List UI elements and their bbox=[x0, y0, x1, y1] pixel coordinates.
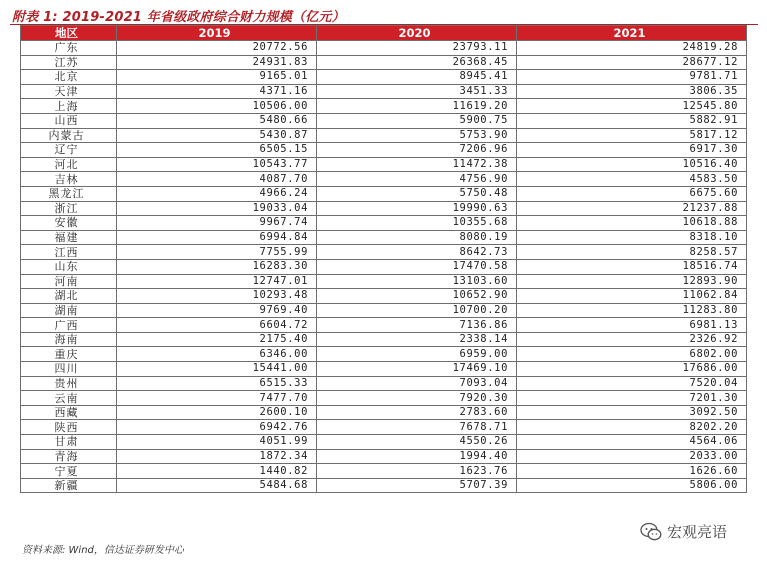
value-cell-2021: 8318.10 bbox=[517, 230, 747, 245]
value-cell-2021: 3092.50 bbox=[517, 405, 747, 420]
table-row bbox=[21, 143, 747, 158]
value-cell-2020: 17470.58 bbox=[317, 259, 517, 274]
value-cell-2021: 2033.00 bbox=[517, 449, 747, 464]
value-cell-2020: 10355.68 bbox=[317, 216, 517, 231]
value-cell-2021: 6675.60 bbox=[517, 186, 747, 201]
value-cell-2020: 1623.76 bbox=[317, 464, 517, 479]
value-cell-2019: 4966.24 bbox=[117, 186, 317, 201]
table-row bbox=[21, 362, 747, 377]
region-cell: 辽宁 bbox=[21, 143, 117, 158]
source-note: 资料来源: Wind，信达证券研发中心 bbox=[22, 545, 184, 556]
region-cell: 宁夏 bbox=[21, 464, 117, 479]
value-cell-2021: 11283.80 bbox=[517, 303, 747, 318]
value-cell-2021: 7201.30 bbox=[517, 391, 747, 406]
table-row bbox=[21, 55, 747, 70]
value-cell-2019: 6604.72 bbox=[117, 318, 317, 333]
value-cell-2020: 5900.75 bbox=[317, 113, 517, 128]
region-cell: 云南 bbox=[21, 391, 117, 406]
table-row bbox=[21, 303, 747, 318]
value-cell-2019: 2175.40 bbox=[117, 332, 317, 347]
table-row bbox=[21, 230, 747, 245]
value-cell-2020: 10700.20 bbox=[317, 303, 517, 318]
table-row bbox=[21, 376, 747, 391]
region-cell: 广西 bbox=[21, 318, 117, 333]
value-cell-2020: 4756.90 bbox=[317, 172, 517, 187]
value-cell-2020: 19990.63 bbox=[317, 201, 517, 216]
table-row bbox=[21, 449, 747, 464]
value-cell-2020: 3451.33 bbox=[317, 84, 517, 99]
table-row bbox=[21, 259, 747, 274]
value-cell-2019: 5484.68 bbox=[117, 478, 317, 493]
value-cell-2021: 28677.12 bbox=[517, 55, 747, 70]
table-row bbox=[21, 347, 747, 362]
value-cell-2021: 6981.13 bbox=[517, 318, 747, 333]
value-cell-2019: 1440.82 bbox=[117, 464, 317, 479]
value-cell-2019: 4371.16 bbox=[117, 84, 317, 99]
value-cell-2019: 9165.01 bbox=[117, 70, 317, 85]
wechat-icon bbox=[640, 522, 662, 542]
value-cell-2020: 23793.11 bbox=[317, 41, 517, 56]
table-row bbox=[21, 113, 747, 128]
region-cell: 河北 bbox=[21, 157, 117, 172]
table-row bbox=[21, 391, 747, 406]
value-cell-2019: 6346.00 bbox=[117, 347, 317, 362]
value-cell-2020: 26368.45 bbox=[317, 55, 517, 70]
value-cell-2019: 20772.56 bbox=[117, 41, 317, 56]
region-cell: 天津 bbox=[21, 84, 117, 99]
value-cell-2020: 2783.60 bbox=[317, 405, 517, 420]
table-row bbox=[21, 405, 747, 420]
value-cell-2021: 3806.35 bbox=[517, 84, 747, 99]
value-cell-2020: 8642.73 bbox=[317, 245, 517, 260]
value-cell-2021: 2326.92 bbox=[517, 332, 747, 347]
value-cell-2021: 6802.00 bbox=[517, 347, 747, 362]
table-header-row bbox=[21, 26, 747, 41]
value-cell-2020: 7136.86 bbox=[317, 318, 517, 333]
value-cell-2020: 1994.40 bbox=[317, 449, 517, 464]
region-cell: 新疆 bbox=[21, 478, 117, 493]
watermark bbox=[640, 521, 727, 542]
region-cell: 内蒙古 bbox=[21, 128, 117, 143]
value-cell-2020: 11619.20 bbox=[317, 99, 517, 114]
table-row bbox=[21, 274, 747, 289]
region-cell: 甘肃 bbox=[21, 435, 117, 450]
region-cell: 江苏 bbox=[21, 55, 117, 70]
table-row bbox=[21, 84, 747, 99]
value-cell-2021: 8202.20 bbox=[517, 420, 747, 435]
value-cell-2021: 8258.57 bbox=[517, 245, 747, 260]
value-cell-2020: 8080.19 bbox=[317, 230, 517, 245]
table-row bbox=[21, 172, 747, 187]
region-cell: 北京 bbox=[21, 70, 117, 85]
value-cell-2020: 7678.71 bbox=[317, 420, 517, 435]
value-cell-2021: 6917.30 bbox=[517, 143, 747, 158]
region-cell: 上海 bbox=[21, 99, 117, 114]
header-2020: 2020 bbox=[317, 26, 517, 41]
value-cell-2019: 7477.70 bbox=[117, 391, 317, 406]
value-cell-2021: 12545.80 bbox=[517, 99, 747, 114]
region-cell: 浙江 bbox=[21, 201, 117, 216]
table-body bbox=[21, 41, 747, 493]
value-cell-2020: 5753.90 bbox=[317, 128, 517, 143]
table-title: 附表 1: 2019-2021 年省级政府综合财力规模（亿元） bbox=[12, 10, 345, 25]
value-cell-2021: 4583.50 bbox=[517, 172, 747, 187]
value-cell-2021: 5817.12 bbox=[517, 128, 747, 143]
table-row bbox=[21, 157, 747, 172]
value-cell-2019: 6994.84 bbox=[117, 230, 317, 245]
table-row bbox=[21, 435, 747, 450]
region-cell: 广东 bbox=[21, 41, 117, 56]
value-cell-2021: 10516.40 bbox=[517, 157, 747, 172]
value-cell-2019: 6942.76 bbox=[117, 420, 317, 435]
value-cell-2019: 10293.48 bbox=[117, 289, 317, 304]
value-cell-2019: 5480.66 bbox=[117, 113, 317, 128]
region-cell: 湖北 bbox=[21, 289, 117, 304]
value-cell-2019: 1872.34 bbox=[117, 449, 317, 464]
value-cell-2020: 2338.14 bbox=[317, 332, 517, 347]
value-cell-2019: 10506.00 bbox=[117, 99, 317, 114]
region-cell: 山西 bbox=[21, 113, 117, 128]
value-cell-2021: 18516.74 bbox=[517, 259, 747, 274]
value-cell-2019: 4051.99 bbox=[117, 435, 317, 450]
region-cell: 安徽 bbox=[21, 216, 117, 231]
table-row bbox=[21, 478, 747, 493]
value-cell-2020: 7093.04 bbox=[317, 376, 517, 391]
value-cell-2019: 16283.30 bbox=[117, 259, 317, 274]
value-cell-2020: 17469.10 bbox=[317, 362, 517, 377]
value-cell-2019: 15441.00 bbox=[117, 362, 317, 377]
region-cell: 江西 bbox=[21, 245, 117, 260]
watermark-text: 宏观亮语 bbox=[667, 523, 728, 541]
table-row bbox=[21, 41, 747, 56]
table-row bbox=[21, 464, 747, 479]
value-cell-2019: 19033.04 bbox=[117, 201, 317, 216]
value-cell-2019: 7755.99 bbox=[117, 245, 317, 260]
region-cell: 福建 bbox=[21, 230, 117, 245]
value-cell-2021: 10618.88 bbox=[517, 216, 747, 231]
value-cell-2021: 11062.84 bbox=[517, 289, 747, 304]
header-2021: 2021 bbox=[517, 26, 747, 41]
value-cell-2021: 17686.00 bbox=[517, 362, 747, 377]
value-cell-2020: 7206.96 bbox=[317, 143, 517, 158]
value-cell-2021: 1626.60 bbox=[517, 464, 747, 479]
region-cell: 黑龙江 bbox=[21, 186, 117, 201]
value-cell-2019: 9967.74 bbox=[117, 216, 317, 231]
value-cell-2021: 21237.88 bbox=[517, 201, 747, 216]
value-cell-2020: 5750.48 bbox=[317, 186, 517, 201]
region-cell: 重庆 bbox=[21, 347, 117, 362]
header-2019: 2019 bbox=[117, 26, 317, 41]
value-cell-2019: 6505.15 bbox=[117, 143, 317, 158]
value-cell-2021: 4564.06 bbox=[517, 435, 747, 450]
table-row bbox=[21, 289, 747, 304]
value-cell-2020: 7920.30 bbox=[317, 391, 517, 406]
region-cell: 四川 bbox=[21, 362, 117, 377]
region-cell: 山东 bbox=[21, 259, 117, 274]
table-row bbox=[21, 318, 747, 333]
value-cell-2020: 4550.26 bbox=[317, 435, 517, 450]
value-cell-2019: 4087.70 bbox=[117, 172, 317, 187]
value-cell-2020: 10652.90 bbox=[317, 289, 517, 304]
value-cell-2020: 5707.39 bbox=[317, 478, 517, 493]
table-row bbox=[21, 332, 747, 347]
region-cell: 青海 bbox=[21, 449, 117, 464]
table-row bbox=[21, 70, 747, 85]
value-cell-2021: 24819.28 bbox=[517, 41, 747, 56]
value-cell-2019: 12747.01 bbox=[117, 274, 317, 289]
table-row bbox=[21, 99, 747, 114]
region-cell: 西藏 bbox=[21, 405, 117, 420]
region-cell: 吉林 bbox=[21, 172, 117, 187]
value-cell-2019: 6515.33 bbox=[117, 376, 317, 391]
region-cell: 湖南 bbox=[21, 303, 117, 318]
value-cell-2019: 10543.77 bbox=[117, 157, 317, 172]
value-cell-2021: 12893.90 bbox=[517, 274, 747, 289]
value-cell-2021: 5882.91 bbox=[517, 113, 747, 128]
value-cell-2021: 7520.04 bbox=[517, 376, 747, 391]
region-cell: 海南 bbox=[21, 332, 117, 347]
table-row bbox=[21, 420, 747, 435]
value-cell-2021: 9781.71 bbox=[517, 70, 747, 85]
table-row bbox=[21, 128, 747, 143]
value-cell-2019: 5430.87 bbox=[117, 128, 317, 143]
table-row bbox=[21, 201, 747, 216]
header-region: 地区 bbox=[21, 26, 117, 41]
table-row bbox=[21, 186, 747, 201]
region-cell: 陕西 bbox=[21, 420, 117, 435]
value-cell-2019: 2600.10 bbox=[117, 405, 317, 420]
value-cell-2021: 5806.00 bbox=[517, 478, 747, 493]
value-cell-2020: 11472.38 bbox=[317, 157, 517, 172]
value-cell-2019: 9769.40 bbox=[117, 303, 317, 318]
value-cell-2020: 6959.00 bbox=[317, 347, 517, 362]
table-row bbox=[21, 216, 747, 231]
table-row bbox=[21, 245, 747, 260]
region-cell: 河南 bbox=[21, 274, 117, 289]
value-cell-2019: 24931.83 bbox=[117, 55, 317, 70]
region-cell: 贵州 bbox=[21, 376, 117, 391]
finance-table bbox=[20, 25, 747, 493]
value-cell-2020: 8945.41 bbox=[317, 70, 517, 85]
value-cell-2020: 13103.60 bbox=[317, 274, 517, 289]
